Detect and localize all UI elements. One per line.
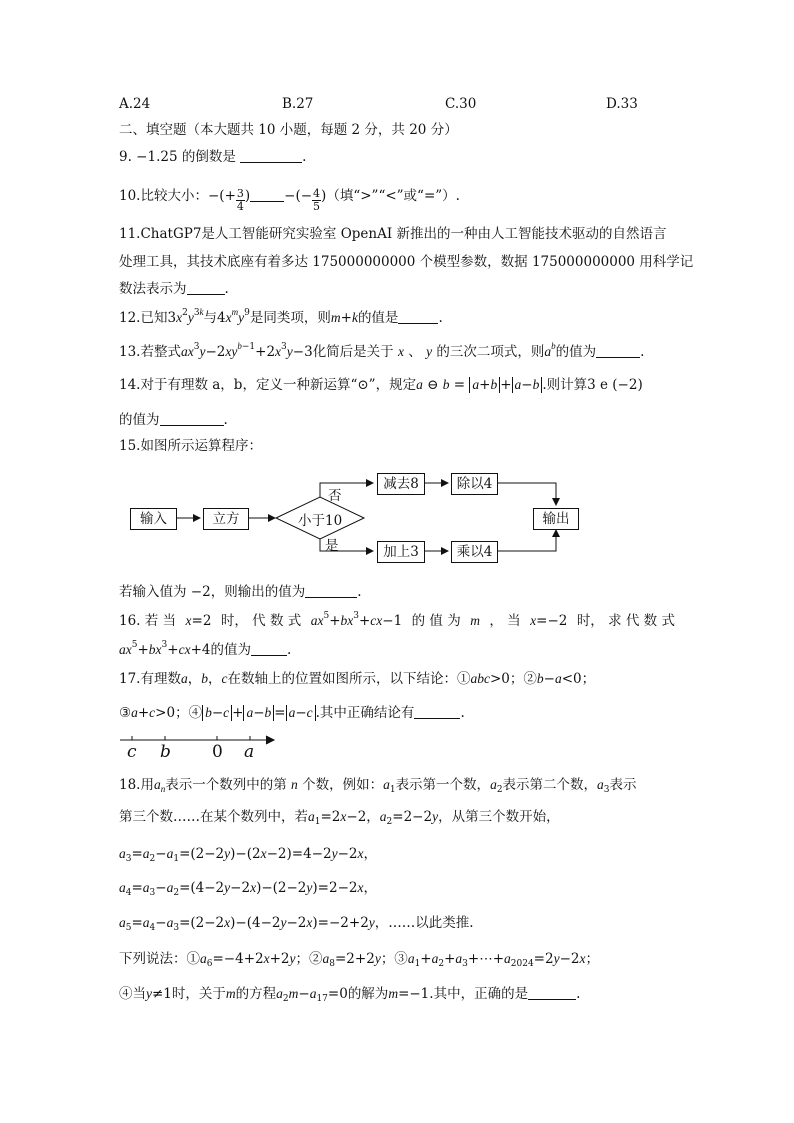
option-b: B.27	[282, 96, 314, 112]
question-9: 9. −1.25 的倒数是 .	[119, 149, 307, 165]
flow-multiply4-box: 乘以4	[451, 541, 498, 563]
question-14-line2: 的值为 .	[119, 412, 228, 428]
option-c: C.30	[445, 96, 477, 112]
question-15: 15.如图所示运算程序：	[119, 438, 262, 454]
option-d: D.33	[606, 96, 638, 112]
flow-subtract8-box: 减去8	[377, 473, 425, 495]
flow-divide4-box: 除以4	[451, 473, 498, 495]
flow-add3-box: 加上3	[377, 541, 425, 563]
numline-zero: 0	[212, 742, 223, 762]
flow-condition-label: 小于10	[298, 513, 343, 529]
question-17-line2: ③a+c>0；④ b−c + a−b = a−c .其中正确结论有 .	[119, 705, 465, 721]
numline-b: b	[160, 742, 171, 762]
question-13: 13.若整式$ax^3y-2xy^{b-1}+2x^3y-3$化简后是关于 x 、 y 的三次二项式，则$a^b$的值为 .	[119, 341, 645, 360]
question-11-line1: 11.ChatGP7是人工智能研究实验室 OpenAI 新推出的一种由人工智能技术驱动的自然语言	[119, 226, 667, 242]
flow-output-box: 输出	[533, 508, 579, 530]
question-18-statements: 下列说法：$①a_6=-4+2x+2y$；$②a_8=2+2y$；$③a_1+a_2+a_3+\cdots+a_{2024}=2y-2x$；	[119, 951, 599, 969]
question-18-last: ④当y≠1时，关于m的方程$a_2m-a_{17}=0$的解为m=−1.其中，正确的是 .	[119, 986, 581, 1004]
question-18-line1: 18.用$a_n$表示一个数列中的第 n 个数，例如：$a_1$表示第一个数，$a_2$表示第二个数，$a_3$表示	[119, 777, 637, 795]
question-18-eq-a5: $a_5=a_4-a_3=(2-2x)-(4-2y-2x)=-2+2y$，……以此类推.	[119, 915, 474, 933]
question-17-line1: 17.有理数a，b，c在数轴上的位置如图所示，以下结论：①abc>0；②b−a<0；	[119, 671, 596, 687]
question-18-eq-a3: $a_3=a_2-a_1=(2-2y)-(2x-2)=4-2y-2x$，	[119, 846, 377, 864]
answer-blank[interactable]	[528, 985, 576, 1000]
flow-no-label: 否	[328, 488, 342, 504]
flow-cube-box: 立方	[203, 508, 249, 530]
option-a: A.24	[119, 96, 151, 112]
numline-a: a	[244, 742, 255, 762]
section-title: 二、填空题（本大题共 10 小题，每题 2 分，共 20 分）	[119, 122, 458, 138]
question-16-line2: $ax^5+bx^3+cx+4$的值为 .	[119, 640, 292, 658]
question-14-line1: 14.对于有理数 a，b，定义一种新运算“⊙”，规定a ⊖ b = a+b + a−b .则计算3 e (−2)	[119, 377, 643, 393]
question-11-line2: 处理工具，其技术底座有着多达 175000000000 个模型参数，数据 175000000000 用科学记	[119, 254, 694, 270]
question-18-line2: 第三个数……在某个数列中，若$a_1=2x-2$，$a_2=2-2y$，从第三个数开始，	[119, 809, 560, 827]
question-10: 10.比较大小：−(+ $\frac{3}{4}$ ) −(− $\frac{4}{5}$ )（填“>”“<”或“=”）.	[119, 187, 460, 213]
question-12: 12.已知$3x^2y^{3k}$与$4x^my^9$是同类项，则m+k的值是 .	[119, 307, 443, 326]
flow-yes-label: 是	[325, 538, 339, 554]
question-16-line1: 16. 若 当 x=2 时， 代 数 式 $ax^5+bx^3+cx-1$ 的 值 为 m ， 当 x=−2 时， 求 代 数 式	[119, 611, 675, 629]
question-18-eq-a4: $a_4=a_3-a_2=(4-2y-2x)-(2-2y)=2-2x$，	[119, 880, 377, 898]
flow-input-box: 输入	[130, 508, 177, 530]
question-11-line3: 数法表示为 .	[119, 281, 229, 297]
question-15-prompt: 若输入值为 −2，则输出的值为 .	[119, 584, 362, 600]
numline-c: c	[127, 742, 137, 762]
